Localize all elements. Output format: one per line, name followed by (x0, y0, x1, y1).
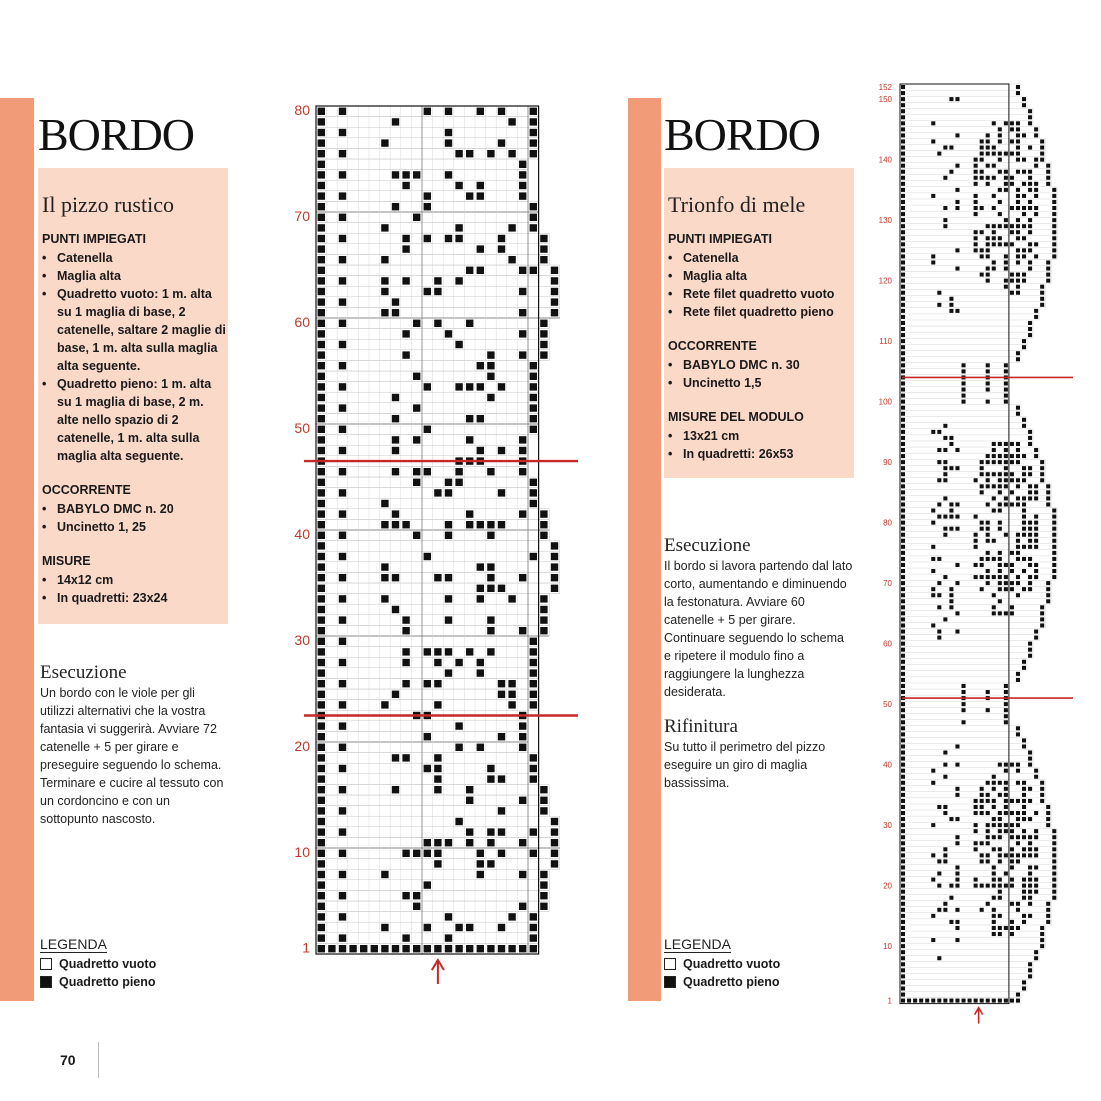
info-box-right (664, 168, 854, 478)
filet-chart-left (288, 100, 578, 995)
row-label: 10 (883, 942, 892, 952)
occorrente-heading-right: OCCORRENTE (668, 339, 757, 353)
list-item: • Rete filet quadretto vuoto (668, 285, 854, 303)
legend-title-left: LEGENDA (40, 936, 107, 952)
row-label: 20 (294, 738, 310, 755)
list-item: • Maglia alta (668, 267, 854, 285)
misure-list-left (42, 571, 228, 607)
accent-stripe-right (628, 98, 661, 1001)
exec-title-right: Esecuzione (664, 535, 751, 556)
punti-heading-right: PUNTI IMPIEGATI (668, 232, 772, 246)
empty-square-icon (664, 958, 676, 970)
accent-stripe-left (0, 98, 34, 1001)
rif-title-right: Rifinitura (664, 716, 738, 737)
row-label: 1 (887, 996, 892, 1006)
row-label: 1 (302, 939, 310, 956)
legend-empty-left: Quadretto vuoto (40, 957, 156, 971)
row-label: 50 (883, 700, 892, 710)
row-label: 140 (878, 155, 892, 165)
list-item: • Catenella (42, 249, 228, 267)
page-number: 70 (60, 1052, 76, 1068)
page-divider (98, 1042, 99, 1078)
row-label: 80 (294, 102, 310, 119)
row-label: 90 (883, 458, 892, 468)
legend-empty-right: Quadretto vuoto (664, 957, 780, 971)
legend-full-right: Quadretto pieno (664, 975, 780, 989)
row-label: 60 (294, 314, 310, 331)
list-item: • Maglia alta (42, 267, 228, 285)
legend-full-left: Quadretto pieno (40, 975, 156, 989)
box-title-left: Il pizzo rustico (42, 192, 174, 217)
row-label: 30 (883, 821, 892, 831)
list-item: • Uncinetto 1, 25 (42, 518, 228, 536)
misure-list-right (668, 427, 854, 463)
filled-square-icon (664, 976, 676, 988)
row-label: 40 (294, 526, 310, 543)
filled-square-icon (40, 976, 52, 988)
list-item: • BABYLO DMC n. 20 (42, 500, 228, 518)
list-item: • Uncinetto 1,5 (668, 374, 854, 392)
punti-list-left (42, 249, 228, 465)
exec-text-left: Un bordo con le viole per gli utilizzi alternativi che la vostra fantasia vi suggerirà. Avviare 72 catenelle + 5 per girare e preseguire seguendo lo schema. Terminare e cucire al tessuto con un cordoncino e con un sottopunto nascosto. (40, 686, 224, 826)
occorrente-heading-left: OCCORRENTE (42, 483, 131, 497)
list-item: • 13x21 cm (668, 427, 854, 445)
list-item: • Catenella (668, 249, 854, 267)
list-item: • In quadretti: 23x24 (42, 589, 228, 607)
misure-heading-right: MISURE DEL MODULO (668, 410, 804, 424)
list-item: • 14x12 cm (42, 571, 228, 589)
punti-list-right (668, 249, 854, 321)
row-label: 80 (883, 518, 892, 528)
row-label: 30 (294, 632, 310, 649)
row-label: 40 (883, 760, 892, 770)
row-label: 152 (878, 83, 892, 93)
row-label: 20 (883, 881, 892, 891)
rif-text-right: Su tutto il perimetro del pizzo eseguire un giro di maglia bassissima. (664, 740, 826, 790)
row-label: 60 (883, 639, 892, 649)
list-item: • Quadretto vuoto: 1 m. alta su 1 maglia di base, 2 catenelle, saltare 2 maglie di base, 1 m. alta sulla maglia alta seguente. (42, 285, 228, 375)
exec-title-left: Esecuzione (40, 662, 127, 683)
box-title-right: Trionfo di mele (668, 192, 806, 217)
occorrente-list-right (668, 356, 854, 392)
list-item: • Quadretto pieno: 1 m. alta su 1 maglia di base, 2 m. alte nello spazio di 2 catenelle, 1 m. alta sulla maglia alta seguente. (42, 375, 228, 465)
info-box-left (38, 168, 228, 624)
exec-text-right: Il bordo si lavora partendo dal lato corto, aumentando e diminuendo la festonatura. Avviare 60 catenelle + 5 per girare. Continuare seguendo lo schema e ripetere il modulo fino a raggiungere la lunghezza desiderata. (664, 559, 853, 699)
row-label: 100 (878, 397, 892, 407)
row-label: 130 (878, 216, 892, 226)
row-label: 10 (294, 844, 310, 861)
legend-title-right: LEGENDA (664, 936, 731, 952)
row-label: 70 (883, 579, 892, 589)
empty-square-icon (40, 958, 52, 970)
list-item: • Rete filet quadretto pieno (668, 303, 854, 321)
row-label: 70 (294, 208, 310, 225)
row-label: 150 (878, 95, 892, 105)
list-item: • BABYLO DMC n. 30 (668, 356, 854, 374)
row-label: 110 (879, 337, 892, 347)
page-title-left: BORDO (38, 109, 195, 160)
filet-chart-right (872, 78, 1077, 1048)
row-label: 120 (878, 276, 892, 286)
punti-heading-left: PUNTI IMPIEGATI (42, 232, 146, 246)
row-label: 50 (294, 420, 310, 437)
occorrente-list-left (42, 500, 228, 536)
misure-heading-left: MISURE (42, 554, 91, 568)
page-title-right: BORDO (664, 109, 821, 160)
list-item: • In quadretti: 26x53 (668, 445, 854, 463)
